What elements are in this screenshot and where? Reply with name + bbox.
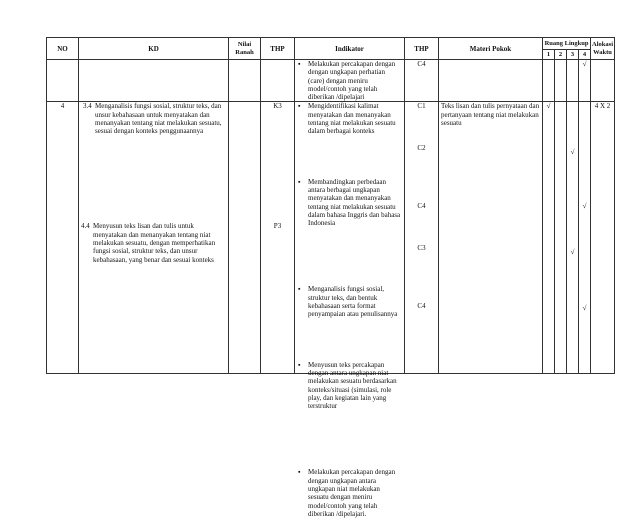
header-indikator: Indikator <box>295 38 405 60</box>
header-rl-3: 3 <box>567 50 579 60</box>
check-mark: √ <box>582 202 587 211</box>
header-kd: KD <box>79 38 229 60</box>
kd-number: 3.4 <box>83 102 92 111</box>
check-mark: √ <box>570 248 575 257</box>
row-number: 4 <box>47 102 79 374</box>
kd-item <box>81 102 226 135</box>
check-mark: √ <box>579 60 591 102</box>
indicator-item: ▪ Melakukan percakapan dengan dengan ungkapan antara ungkapan niat melakukan sesuatu dengan meniru model/contoh yang telah diberikan /dipelajari. <box>297 468 402 518</box>
kd-text: Menganalisis fungsi sosial, struktur teks, dan unsur kebahasaan untuk menyatakan dan menanyakan tentang niat melakukan sesuatu, sesuai dengan konteks penggunaannya <box>95 102 222 136</box>
thp-cell: C3 <box>417 244 426 253</box>
indicator-item: ▪ Melakukan percakapan dengan dengan ungkapan perhatian (care) dengan meniru model/contoh yang telah diberikan /dipelajari <box>297 60 402 101</box>
table-row <box>47 102 615 374</box>
check-mark: √ <box>570 148 575 157</box>
indicator-item: ▪ Menyusun teks percakapan dengan antara ungkapan niat melakukan sesuatu berdasarkan konteks/situasi (simulasi, role play, dan kegiatan lain yang terstruktur <box>297 361 402 411</box>
kd-number: 4.4 <box>81 222 90 231</box>
header-nilai-ranah: Nilai Ranah <box>229 38 261 60</box>
check-mark: √ <box>543 102 555 374</box>
indicator-item: ▪ Menganalisis fungsi sosial, struktur teks, dan bentuk kebahasaan serta format penyampaian atau penulisannya <box>297 285 402 318</box>
syllabus-table <box>46 37 615 518</box>
header-materi-pokok: Materi Pokok <box>439 38 543 60</box>
thp-cell: C2 <box>417 144 426 153</box>
ranah-value: P3 <box>273 222 282 231</box>
kd-item <box>79 222 228 263</box>
thp-cell: C1 <box>417 102 426 111</box>
header-no: NO <box>47 38 79 60</box>
header-thp: THP <box>261 38 295 60</box>
materi-pokok: Teks lisan dan tulis pernyataan dan pertanyaan tentang niat melakukan sesuatu <box>439 102 543 374</box>
header-rl-1: 1 <box>543 50 555 60</box>
alokasi-waktu: 4 X 2 <box>591 102 615 374</box>
indicator-item: ▪ Membandingkan perbedaan antara berbagai ungkapan menyatakan dan menanyakan tentang niat melakukan sesuatu dalam bahasa Inggris dan bahasa Indonesia <box>297 178 402 228</box>
check-mark: √ <box>582 304 587 313</box>
header-rl-2: 2 <box>555 50 567 60</box>
thp-cell: C4 <box>405 60 439 102</box>
header-rl-4: 4 <box>579 50 591 60</box>
indicator-item: ▪ Mengidentifikasi kalimat menyatakan dan menanyakan tentang niat melakukan sesuatu dalam berbagai konteks <box>297 102 402 135</box>
thp-cell: C4 <box>417 202 426 211</box>
kd-text: Menyusun teks lisan dan tulis untuk menyatakan dan menanyakan tentang niat melakukan sesuatu, dengan memperhatikan fungsi sosial, struktur teks, dan unsur kebahasaan, yang benar dan sesuai konteks <box>93 222 216 264</box>
table-row <box>47 60 615 102</box>
header-alokasi-waktu: Alokasi Waktu <box>591 38 615 60</box>
header-ruang-lingkup: Ruang Lingkup <box>543 38 591 50</box>
thp-cell: C4 <box>417 302 426 311</box>
ranah-value: K3 <box>273 102 282 111</box>
header-thp-2: THP <box>405 38 439 60</box>
